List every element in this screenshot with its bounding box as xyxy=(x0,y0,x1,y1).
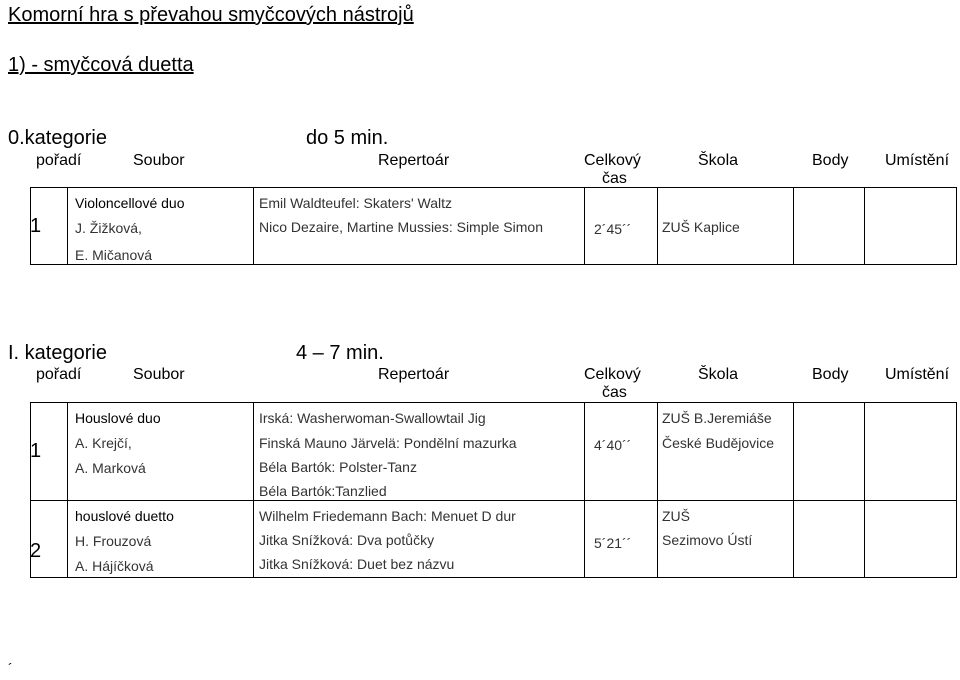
rank: 1 xyxy=(30,440,42,462)
repertoire-item: Jitka Snížková: Duet bez názvu xyxy=(259,556,455,572)
rank: 2 xyxy=(30,540,42,562)
header-soubor: Soubor xyxy=(133,152,185,169)
header-soubor: Soubor xyxy=(133,366,185,383)
category-limit: 4 – 7 min. xyxy=(296,342,384,364)
ensemble-name: houslové duetto xyxy=(75,508,174,524)
member: A. Krejčí, xyxy=(75,435,132,451)
total-time: 2´45´´ xyxy=(594,221,632,237)
ensemble-name: Houslové duo xyxy=(75,410,161,426)
total-time: 4´40´´ xyxy=(594,437,632,453)
category-label: I. kategorie xyxy=(8,342,107,364)
header-body: Body xyxy=(812,152,849,169)
header-umisteni: Umístění xyxy=(885,366,950,383)
repertoire-item: Wilhelm Friedemann Bach: Menuet D dur xyxy=(259,508,516,524)
total-time: 5´21´´ xyxy=(594,535,632,551)
header-umisteni: Umístění xyxy=(885,152,950,169)
header-cas: čas xyxy=(602,170,627,187)
category-limit: do 5 min. xyxy=(306,127,389,149)
header-celkovy: Celkový xyxy=(584,366,641,383)
school: ZUŠ xyxy=(662,508,690,524)
member: J. Žižková, xyxy=(75,220,142,236)
header-skola: Škola xyxy=(698,152,739,169)
school: ZUŠ Kaplice xyxy=(662,219,740,235)
ensemble-name: Violoncellové duo xyxy=(75,195,185,211)
school: Sezimovo Ústí xyxy=(662,532,753,548)
footer-mark: ´ xyxy=(8,660,13,676)
repertoire-item: Emil Waldteufel: Skaters' Waltz xyxy=(259,195,453,211)
header-skola: Škola xyxy=(698,366,739,383)
page-subtitle: 1) - smyčcová duetta xyxy=(8,54,194,76)
header-cas: čas xyxy=(602,384,627,401)
member: A. Hájíčková xyxy=(75,558,154,574)
repertoire-item: Jitka Snížková: Dva potůčky xyxy=(259,532,435,548)
member: A. Marková xyxy=(75,460,146,476)
header-repertoar: Repertoár xyxy=(378,152,450,169)
repertoire-item: Irská: Washerwoman-Swallowtail Jig xyxy=(259,410,486,426)
school: ZUŠ B.Jeremiáše xyxy=(662,410,772,426)
member: E. Mičanová xyxy=(75,247,153,263)
repertoire-item: Béla Bartók:Tanzlied xyxy=(259,483,387,499)
category-label: 0.kategorie xyxy=(8,127,107,149)
member: H. Frouzová xyxy=(75,533,152,549)
rank: 1 xyxy=(30,215,42,237)
header-body: Body xyxy=(812,366,849,383)
header-celkovy: Celkový xyxy=(584,152,641,169)
header-poradi: pořadí xyxy=(36,366,82,383)
repertoire-item: Béla Bartók: Polster-Tanz xyxy=(259,459,417,475)
school: České Budějovice xyxy=(662,435,775,451)
results-table xyxy=(30,402,957,578)
page-title: Komorní hra s převahou smyčcových nástrojů xyxy=(8,4,414,26)
header-poradi: pořadí xyxy=(36,152,82,169)
repertoire-item: Finská Mauno Järvelä: Pondělní mazurka xyxy=(259,435,517,451)
header-repertoar: Repertoár xyxy=(378,366,450,383)
repertoire-item: Nico Dezaire, Martine Mussies: Simple Simon xyxy=(259,219,543,235)
